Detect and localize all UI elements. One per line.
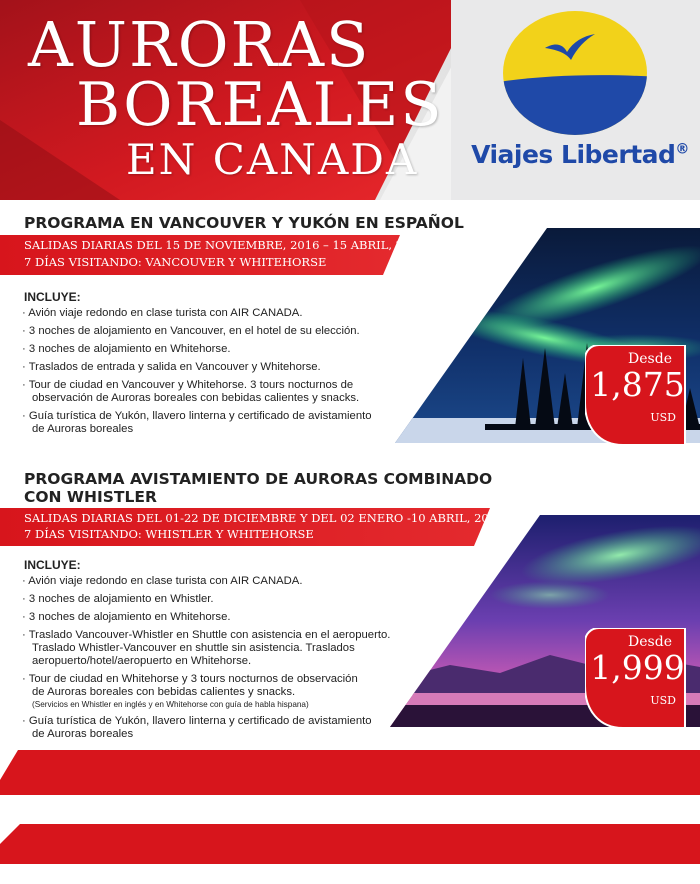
- list-item: · Traslados de entrada y salida en Vancouver y Whitehorse.: [22, 361, 321, 373]
- program-2-currency: USD: [650, 694, 676, 707]
- brand-logo: [451, 0, 700, 200]
- seagull-logo-icon: [475, 8, 675, 138]
- program-1-destinations: 7 DÍAS VISITANDO: VANCOUVER Y WHITEHORSE: [24, 255, 327, 269]
- list-item-line: de Auroras boreales con bebidas calientes y snacks.: [32, 686, 296, 698]
- list-item: [22, 379, 372, 405]
- list-item: · 3 noches de alojamiento en Whistler.: [22, 593, 214, 605]
- program-2-price-label: Desde: [628, 634, 672, 650]
- brand-name: Viajes Libertad: [471, 140, 676, 169]
- program-2-title: [24, 470, 492, 506]
- list-item: · 3 noches de alojamiento en Whitehorse.: [22, 343, 231, 355]
- list-item-line: · Traslado Vancouver-Whistler en Shuttle con asistencia en el aeropuerto.: [22, 629, 391, 641]
- list-item-line: · Tour de ciudad en Vancouver y Whitehorse. 3 tours nocturnos de: [22, 379, 354, 391]
- program-1-currency: USD: [650, 411, 676, 424]
- program-1-includes-label: INCLUYE:: [24, 290, 81, 304]
- title-en-canada: EN CANADA: [126, 135, 419, 184]
- program-2-dates: SALIDAS DIARIAS DEL 01-22 DE DICIEMBRE Y DEL 02 ENERO -10 ABRIL, 2017: [24, 511, 504, 525]
- program-1-title: PROGRAMA EN VANCOUVER Y YUKÓN EN ESPAÑOL: [24, 214, 464, 232]
- list-item-line: de Auroras boreales: [32, 728, 134, 740]
- list-item-line: Traslado Whistler-Vancouver en shuttle sin asistencia. Traslados: [32, 642, 355, 654]
- list-item-line: · Guía turística de Yukón, llavero linterna y certificado de avistamiento: [22, 715, 372, 727]
- list-item-line: observación de Auroras boreales con bebidas calientes y snacks.: [32, 392, 360, 404]
- program-2-destinations: 7 DÍAS VISITANDO: WHISTLER Y WHITEHORSE: [24, 527, 314, 541]
- program-2-price: 1,999: [590, 648, 685, 687]
- program-1-price: 1,875: [590, 365, 685, 404]
- program-2-title-line: CON WHISTLER: [24, 488, 157, 506]
- list-item: [22, 673, 390, 710]
- list-item: [22, 629, 390, 668]
- list-item: · 3 noches de alojamiento en Whitehorse.: [22, 611, 231, 623]
- program-2-title-line: PROGRAMA AVISTAMIENTO DE AURORAS COMBINADO: [24, 470, 493, 488]
- list-item: [22, 410, 372, 436]
- program-1-price-badge: [585, 345, 690, 445]
- title-banner: [0, 0, 455, 200]
- program-2-includes-list: [22, 575, 390, 746]
- list-item-note: (Servicios en Whistler en inglés y en Whitehorse con guía de habla hispana): [32, 700, 309, 709]
- title-boreales: BOREALES: [76, 70, 444, 140]
- list-item: · 3 noches de alojamiento en Vancouver, en el hotel de su elección.: [22, 325, 360, 337]
- list-item-line: · Guía turística de Yukón, llavero linterna y certificado de avistamiento: [22, 410, 372, 422]
- program-2-includes-label: INCLUYE:: [24, 558, 81, 572]
- list-item: [22, 715, 390, 741]
- program-2-price-badge: [585, 628, 690, 728]
- brand-mark: ®: [675, 141, 689, 158]
- list-item-line: aeropuerto/hotel/aeropuerto en Whitehorse.: [32, 655, 252, 667]
- list-item-line: de Auroras boreales: [32, 423, 134, 435]
- program-1-dates: SALIDAS DIARIAS DEL 15 DE NOVIEMBRE, 2016 – 15 ABRIL, 2017: [24, 238, 425, 252]
- program-1-includes-list: [22, 307, 372, 441]
- list-item: · Avión viaje redondo en clase turista con AIR CANADA.: [22, 307, 303, 319]
- list-item-line: · Tour de ciudad en Whitehorse y 3 tours nocturnos de observación: [22, 673, 358, 685]
- list-item: · Avión viaje redondo en clase turista con AIR CANADA.: [22, 575, 303, 587]
- title-auroras: AURORAS: [28, 8, 371, 81]
- program-1-price-label: Desde: [628, 351, 672, 367]
- decorative-bottom-bands: [0, 740, 700, 884]
